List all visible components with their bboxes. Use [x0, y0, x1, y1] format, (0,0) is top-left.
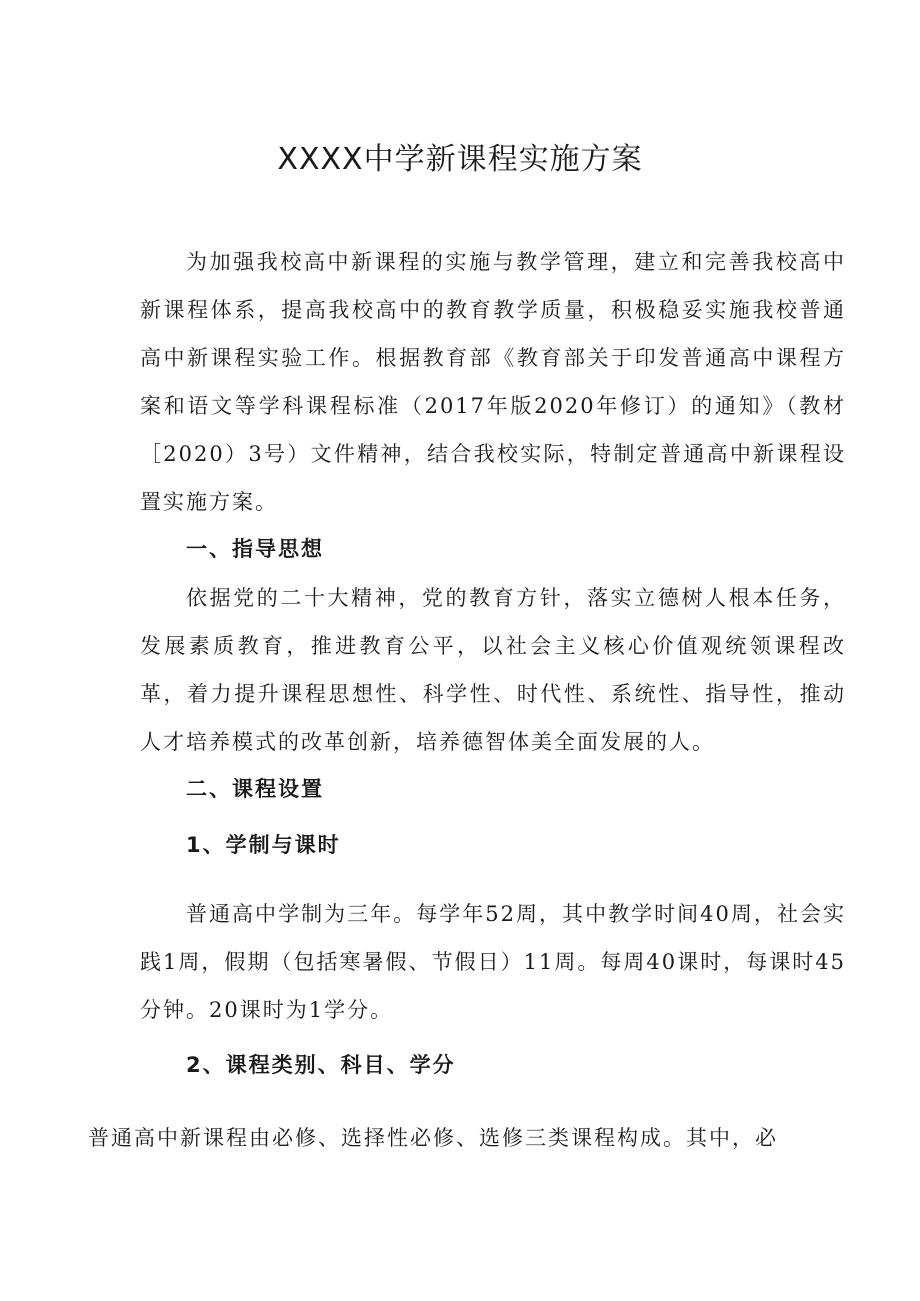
intro-paragraph: 为加强我校高中新课程的实施与教学管理，建立和完善我校高中新课程体系，提高我校高中的教育教学质量，积极稳妥实施我校普通高中新课程实验工作。根据教育部《教育部关于印发普通高中课程方案和语文等学科课程标准（2017年版2020年修订）的通知》（教材［2020）3号）文件精神，结合我校实际，特制定普通高中新课程设置实施方案。 [140, 250, 846, 514]
course-categories-paragraph: 普通高中新课程由必修、选择性必修、选修三类课程构成。其中，必 [88, 1126, 778, 1150]
schooling-hours-paragraph: 普通高中学制为三年。每学年52周，其中教学时间40周，社会实践1周，假期（包括寒暑假、节假日）11周。每周40课时，每课时45分钟。20课时为1学分。 [140, 902, 846, 1022]
guiding-ideology-paragraph: 依据党的二十大精神，党的教育方针，落实立德树人根本任务，发展素质教育，推进教育公平，以社会主义核心价值观统领课程改革，着力提升课程思想性、科学性、时代性、系统性、指导性，推动人才培养模式的改革创新，培养德智体美全面发展的人。 [140, 586, 846, 754]
document-title: XXXX中学新课程实施方案 [277, 142, 643, 177]
subsection-heading-schooling-hours: 1、学制与课时 [186, 833, 341, 857]
section-heading-guiding-ideology: 一、指导思想 [186, 537, 324, 561]
section-heading-curriculum-setup: 二、课程设置 [186, 777, 324, 801]
subsection-heading-course-categories: 2、课程类别、科目、学分 [186, 1053, 456, 1077]
